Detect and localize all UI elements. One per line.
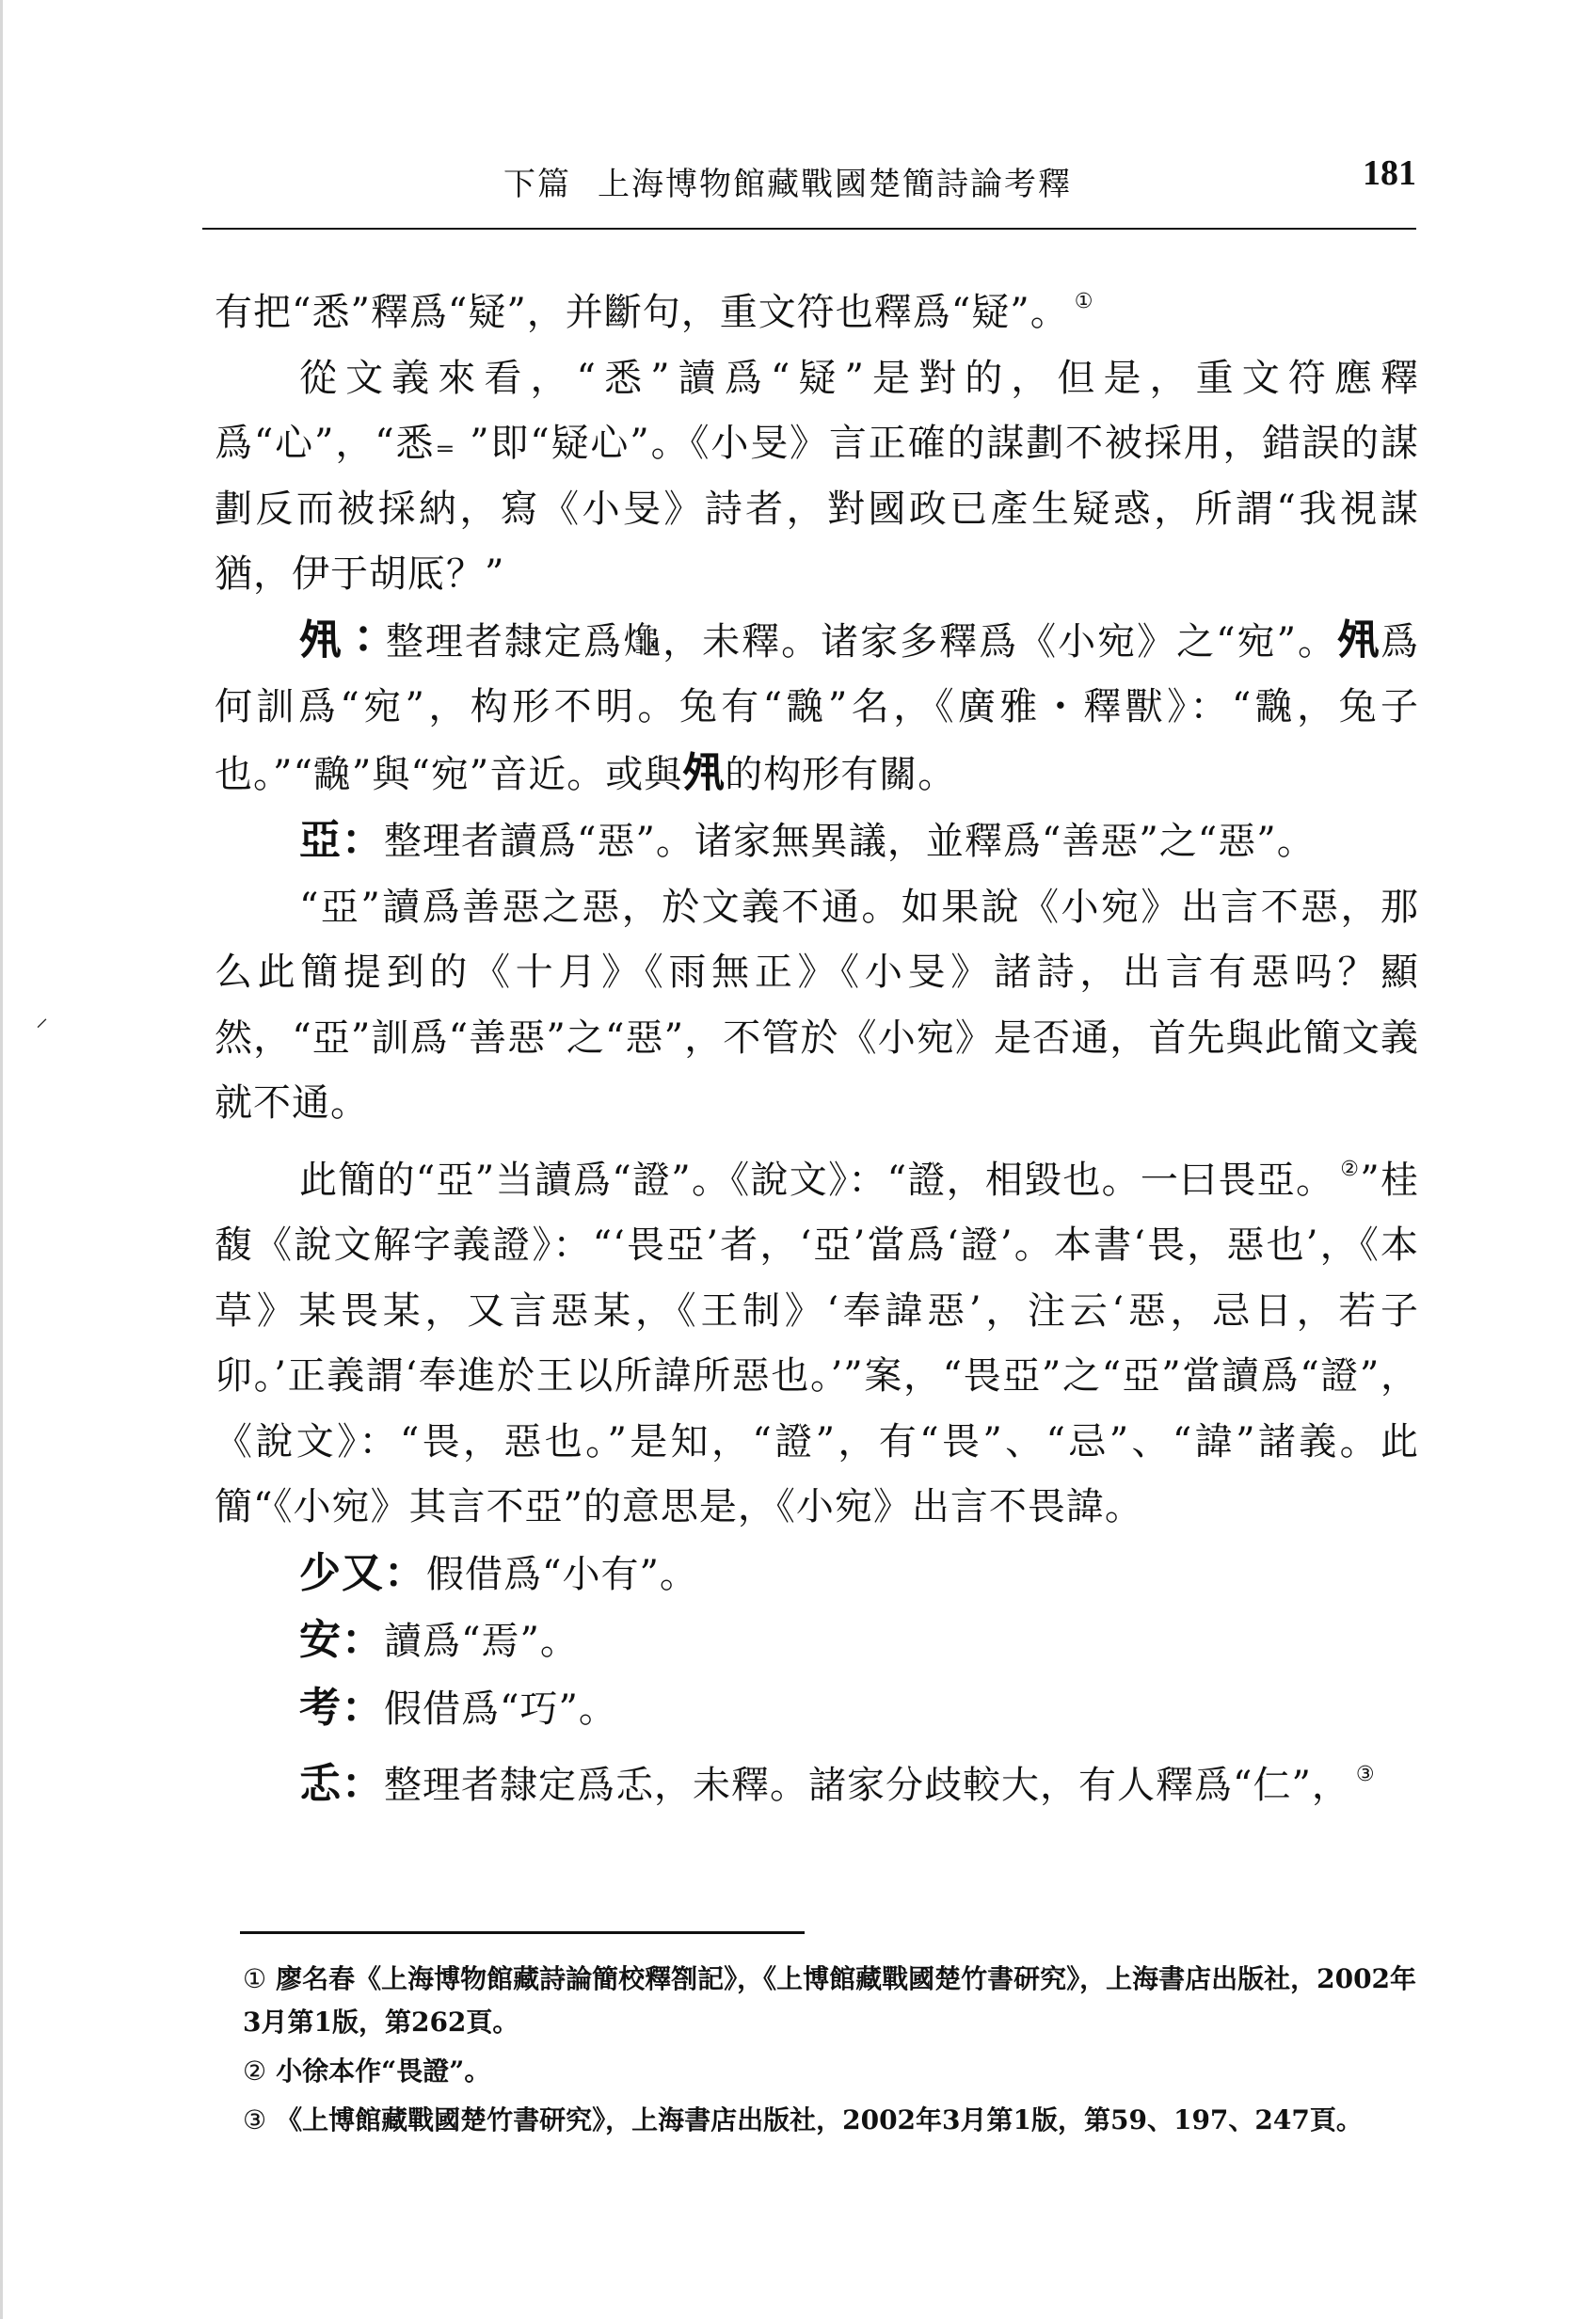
entry-term: 少又： bbox=[299, 1548, 426, 1597]
entry-term: 安： bbox=[299, 1616, 384, 1664]
header-rule bbox=[202, 228, 1416, 230]
footnote-ref-2: ② bbox=[1340, 1157, 1361, 1181]
running-header bbox=[202, 153, 1416, 215]
footnote-2: ② 小徐本作“畏證”。 bbox=[243, 2055, 491, 2087]
paragraph-1: 有把“悉”釋爲“疑”，并斷句，重文符也釋爲“疑”。 ① bbox=[215, 290, 1094, 334]
page-number: 181 bbox=[1363, 153, 1416, 193]
entry-kao: 考：假借爲“巧”。 bbox=[299, 1683, 617, 1732]
paragraph-ya-reading: 此簡的“亞”当讀爲“證”。《說文》：“證，相毀也。一曰畏亞。 ②”桂馥《說文解字義證》：“‘畏亞’者，‘亞’當爲‘證’。本書‘畏，惡也’，《本草》某畏某，又言惡某，《王制》‘奉諱惡’，注云‘惡，忌日，若子卯。’正義謂‘奉進於王以所諱所惡也。’”案，“畏亞”之“亞”當讀爲“證”，《說文》：“畏，惡也。”是知，“證”，有“畏”、“忌”、“諱”諸義。此簡“《小宛》其言不亞”的意思是，《小宛》出言不畏諱。 bbox=[215, 1157, 1419, 1528]
footnote-ref-3: ③ bbox=[1355, 1763, 1376, 1786]
header-part: 下篇 bbox=[503, 166, 571, 203]
paragraph-ya-discussion: “亞”讀爲善惡之惡，於文義不通。如果說《小宛》出言不惡，那么此簡提到的《十月》《雨無正》《小旻》諸詩，出言有惡吗？顯然，“亞”訓爲“善惡”之“惡”，不管於《小宛》是否通，首先與此簡文義就不通。 bbox=[215, 885, 1419, 1125]
footnote-1: ① 廖名春《上海博物館藏詩論簡校釋劄記》，《上博館藏戰國楚竹書研究》，上海書店出版社，2002年3月第1版，第262頁。 bbox=[243, 1963, 1417, 2038]
entry-an: 安：讀爲“焉”。 bbox=[299, 1616, 579, 1664]
entry-term: 考： bbox=[299, 1683, 384, 1732]
main-text bbox=[215, 269, 1419, 1819]
footnotes bbox=[243, 1958, 1419, 2148]
entry-tu: 𡖊：整理者隸定爲𪚱，未釋。诸家多釋爲《小宛》之“宛”。𡖊爲何訓爲“宛”，构形不明。兔有“䨲”名，《廣雅・釋獸》：“䨲，兔子也。”“䨲”與“宛”音近。或與𡖊的构形有關。 bbox=[215, 616, 1420, 797]
footnote-3: ③ 《上博館藏戰國楚竹書研究》，上海書店出版社，2002年3月第1版，第59、197、247頁。 bbox=[243, 2104, 1363, 2135]
paragraph-2: 從文義來看，“悉”讀爲“疑”是對的，但是，重文符應釋爲“心”，“悉₌ ”即“疑心”。《小旻》言正確的謀劃不被採用，錯誤的謀劃反而被採納，寫《小旻》詩者，對國政已產生疑惑，所謂“我視謀猶，伊于胡厎？” bbox=[215, 356, 1419, 596]
page-left-edge bbox=[0, 0, 3, 2319]
entry-shaoyou: 少又：假借爲“小有”。 bbox=[299, 1548, 698, 1597]
margin-mark: ⸝ bbox=[36, 1004, 49, 1032]
entry-term: 忎： bbox=[299, 1760, 384, 1808]
entry-term: 亞： bbox=[299, 816, 384, 864]
running-head bbox=[503, 158, 1072, 204]
footnote-rule bbox=[240, 1931, 805, 1934]
entry-term: 𡖊： bbox=[299, 616, 387, 664]
footnote-ref-1: ① bbox=[1074, 290, 1094, 313]
header-title: 上海博物館藏戰國楚簡詩論考釋 bbox=[598, 166, 1072, 203]
entry-ren: 忎：整理者隸定爲忎，未釋。諸家分歧較大，有人釋爲“仁”， ③ bbox=[299, 1760, 1376, 1808]
entry-ya: 亞：整理者讀爲“惡”。诸家無異議，並釋爲“善惡”之“惡”。 bbox=[299, 816, 1316, 864]
